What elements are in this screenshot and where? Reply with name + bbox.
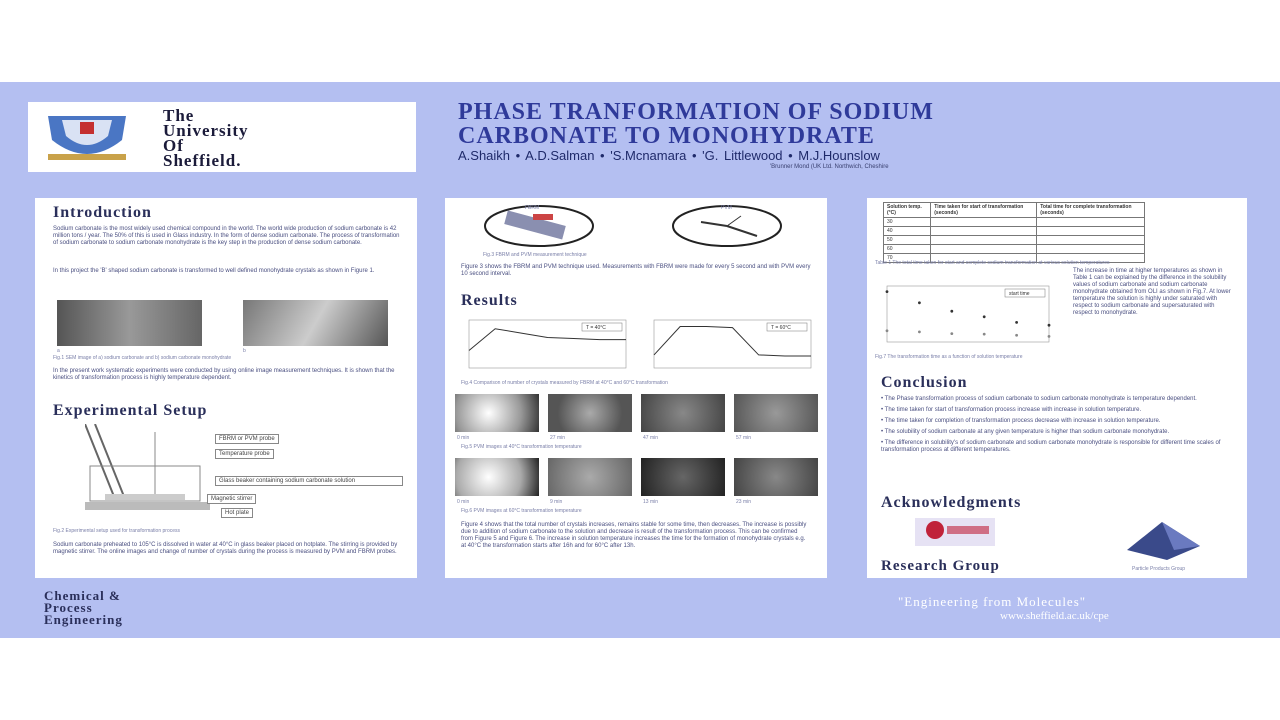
- table-header: Solution temp. (°C): [884, 203, 931, 218]
- left-panel: [35, 198, 417, 578]
- intro-paragraph-1: Sodium carbonate is the most widely used chemical compound in the world. The world wide production of sodium carbonate is 42 million tons / year. The 50% of this is used in Glass industry. In the form of dense sodium carbonate. The process of transformation of sodium carbonate to sodium carbonate monohydrate is the key step in the production of dense sodium carbonate.: [53, 226, 400, 246]
- chart-legend: start time: [1009, 291, 1030, 297]
- pvm-image-60c-0: [455, 458, 539, 496]
- pvm-row-40c: [455, 394, 819, 434]
- logo-icon: [915, 518, 995, 546]
- sem-image-b: [243, 300, 388, 346]
- table-cell: 60: [884, 245, 931, 254]
- intro-paragraph-2: In this project the 'B' shaped sodium carbonate is transformed to well defined monohydrate crystals as shown in Figure 1.: [53, 268, 375, 274]
- fig2-caption: Fig.2 Experimental setup used for transformation process: [53, 528, 181, 534]
- side-paragraph: The increase in time at higher temperatures as shown in Table 1 can be explained by the difference in the solubility values of sodium carbonate and sodium carbonate monohydrate obtained from OLI as shown in Fig.7. At lower temperature the solution is highly under saturated with respect to sodium carbonate and supersaturated with respect to monohydrate.: [1073, 268, 1231, 316]
- list-item: • The time taken for completion of transformation process decrease with increase in solution temperature.: [881, 418, 1161, 424]
- data-point: [886, 290, 889, 293]
- scatter-chart: [873, 282, 1053, 350]
- pvm-row-60c: [455, 458, 819, 498]
- results-heading: Results: [461, 292, 518, 309]
- label-magnetic-stirrer: Magnetic stirrer: [207, 494, 256, 504]
- right-panel: [867, 198, 1247, 578]
- data-point: [918, 331, 921, 334]
- chart-legend: T = 60°C: [771, 325, 791, 331]
- data-point: [1015, 334, 1018, 337]
- probe-label-pvm: PVM: [721, 205, 732, 211]
- data-point: [950, 310, 953, 313]
- fig6-caption: Fig.6 PVM images at 60°C transformation temperature: [461, 508, 582, 514]
- brunner-mond-logo: [915, 518, 995, 546]
- shield-icon: [42, 110, 132, 164]
- table-row: [884, 218, 1145, 227]
- university-logo-box: [28, 102, 416, 172]
- fig1-label-b: b: [243, 348, 246, 354]
- department-name: Chemical & Process Engineering: [44, 588, 123, 627]
- data-point: [1048, 335, 1051, 338]
- row1-label-2: 47 min: [643, 435, 659, 441]
- table-row: [884, 227, 1145, 236]
- label-fbrm-probe: FBRM or PVM probe: [215, 434, 279, 444]
- data-point: [950, 332, 953, 335]
- probe-label-fbrm: FBRM: [525, 205, 540, 211]
- university-name: The University Of Sheffield.: [163, 106, 249, 170]
- affiliation: 'Brunner Mond (UK Ltd. Northwich, Cheshire: [770, 164, 889, 170]
- particle-group-caption: Particle Products Group: [1132, 566, 1186, 572]
- pyramid-logo-icon: [1122, 520, 1202, 564]
- table-row: [884, 236, 1145, 245]
- table-cell: 30: [884, 218, 931, 227]
- fig5-caption: Fig.5 PVM images at 40°C transformation temperature: [461, 444, 582, 450]
- table-header: Time taken for start of transformation (seconds): [931, 203, 1037, 218]
- fig1-label-a: a: [57, 348, 60, 354]
- label-hot-plate: Hot plate: [221, 508, 253, 518]
- table-cell: 50: [884, 236, 931, 245]
- conclusion-heading: Conclusion: [881, 374, 968, 391]
- table-cell: [1037, 236, 1145, 245]
- pvm-image-60c-1: [548, 458, 632, 496]
- setup-paragraph: Sodium carbonate preheated to 105°C is dissolved in water at 40°C in glass beaker placed on hotplate. The stirring is provided by magnetic stirrer. The online images and change of number of crystals during the process is measured by PVM and FBRM probes.: [53, 542, 398, 555]
- row2-label-3: 23 min: [736, 499, 752, 505]
- intro-paragraph-3: In the present work systematic experiments were conducted by using online image measurement techniques. It is shown that the kinetics of transformation process is highly temperature dependent.: [53, 368, 395, 381]
- footer-url: www.sheffield.ac.uk/cpe: [1000, 610, 1109, 622]
- table-cell: [931, 236, 1037, 245]
- data-point: [1048, 324, 1051, 327]
- conclusion-list: [881, 396, 1233, 458]
- pvm-image-40c-3: [734, 394, 818, 432]
- fig7-caption: Fig.7 The transformation time as a function of solution temperature: [875, 354, 1023, 360]
- pvm-image-40c-1: [548, 394, 632, 432]
- row2-label-2: 13 min: [643, 499, 659, 505]
- fig1-caption: Fig.1 SEM image of a) sodium carbonate and b) sodium carbonate monohydrate: [53, 355, 232, 361]
- pvm-image-40c-0: [455, 394, 539, 432]
- setup-heading: Experimental Setup: [53, 402, 208, 419]
- data-point: [886, 329, 889, 332]
- table-row: [884, 245, 1145, 254]
- chart-60c: [640, 316, 815, 376]
- list-item: • The time taken for start of transformation process increase with increase in solution temperature.: [881, 407, 1142, 413]
- table-cell: [1037, 218, 1145, 227]
- table-caption: Table 1 The total time taken for start and complete sodium transformation at various solution temperatures: [875, 260, 1110, 266]
- chart-legend: T = 40°C: [586, 325, 606, 331]
- authors: A.Shaikh • A.D.Salman • 'S.Mcnamara • 'G. Littlewood • M.J.Hounslow: [458, 148, 880, 163]
- label-temperature-probe: Temperature probe: [215, 449, 274, 459]
- middle-panel: [445, 198, 827, 578]
- table-cell: [931, 227, 1037, 236]
- row1-label-0: 0 min: [457, 435, 470, 441]
- list-item: • The Phase transformation process of sodium carbonate to sodium carbonate monohydrate is temperature dependent.: [881, 396, 1197, 402]
- table-header-row: [884, 203, 1145, 218]
- row1-label-1: 27 min: [550, 435, 566, 441]
- pvm-image-60c-2: [641, 458, 725, 496]
- table-header: Total time for complete transformation (seconds): [1037, 203, 1145, 218]
- row2-label-0: 0 min: [457, 499, 470, 505]
- pvm-image-40c-2: [641, 394, 725, 432]
- table-cell: 40: [884, 227, 931, 236]
- list-item: • The difference in solubility's of sodium carbonate and sodium carbonate monohydrate is responsible for different time scales of transformation process at different temperatures.: [881, 440, 1221, 453]
- pvm-image-60c-3: [734, 458, 818, 496]
- research-group: Research Group: [881, 558, 1000, 574]
- fig4-caption: Fig.4 Comparison of number of crystals measured by FBRM at 40°C and 60°C transformation: [461, 380, 668, 386]
- sem-image-a: [57, 300, 202, 346]
- data-point: [1015, 321, 1018, 324]
- ack-heading: Acknowledgments: [881, 494, 1022, 511]
- data-point: [983, 333, 986, 336]
- data-point: [983, 315, 986, 318]
- table-cell: 70: [884, 254, 931, 263]
- table-cell: [1037, 245, 1145, 254]
- chart-40c: [455, 316, 630, 376]
- intro-heading: Introduction: [53, 204, 152, 221]
- list-item: • The solubility of sodium carbonate at any given temperature is higher than sodium carbonate monohydrate.: [881, 429, 1170, 435]
- poster-title: PHASE TRANFORMATION OF SODIUM CARBONATE TO MONOHYDRATE: [458, 99, 934, 149]
- table-cell: [931, 245, 1037, 254]
- results-paragraph: Figure 4 shows that the total number of crystals increases, remains stable for some time, then decreases. The increase is possibly due to addition of sodium carbonate to the solution and decrease is result of the transformation process. This can be confirmed from Figure 5 and Figure 6. The increase in solution temperature increases the time for the formation of monohydrate crystals e.g. at 40°C the transformation starts after 16h and for 60°C after 13h.: [461, 522, 807, 549]
- table-cell: [1037, 227, 1145, 236]
- footer-slogan: "Engineering from Molecules": [898, 594, 1087, 609]
- fig3-caption: Fig.3 FBRM and PVM measurement technique: [483, 252, 587, 258]
- transformation-table: [883, 202, 1145, 263]
- probe-paragraph: Figure 3 shows the FBRM and PVM technique used. Measurements with FBRM were made for every 5 second and with PVM every 10 second interval.: [461, 264, 811, 277]
- row2-label-1: 9 min: [550, 499, 563, 505]
- data-point: [918, 301, 921, 304]
- poster: [0, 82, 1280, 638]
- row1-label-3: 57 min: [736, 435, 752, 441]
- label-glass-beaker: Glass beaker containing sodium carbonate solution: [215, 476, 403, 486]
- table-cell: [931, 218, 1037, 227]
